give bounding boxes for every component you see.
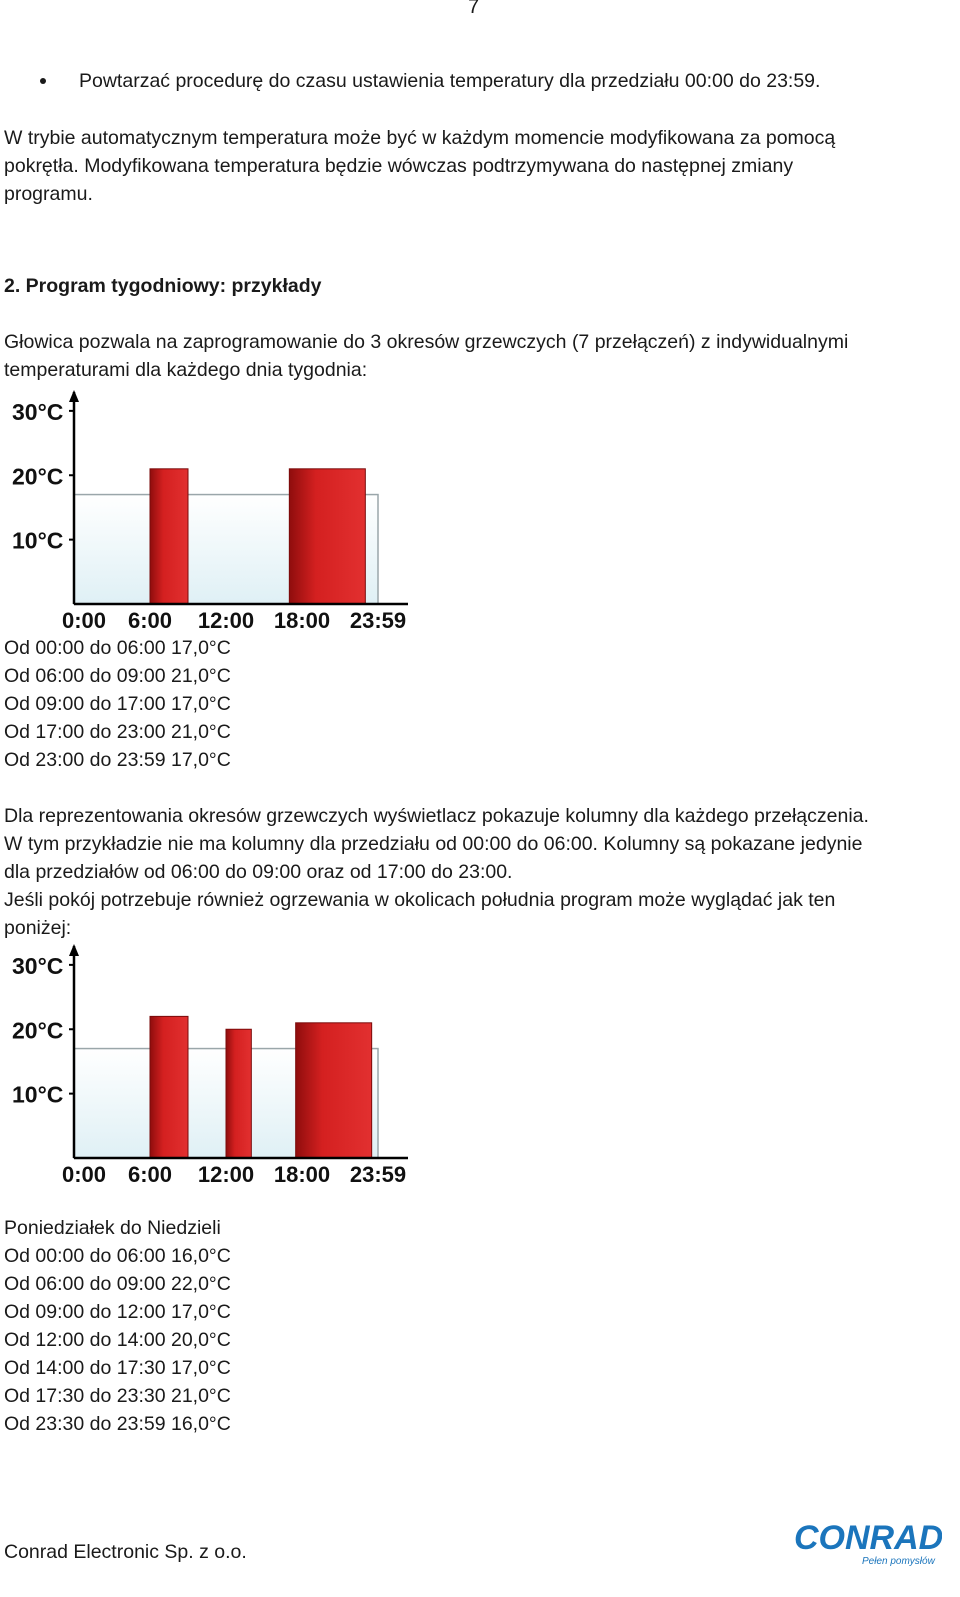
- temperature-chart-1: [0, 388, 420, 638]
- x-tick-label: 18:00: [273, 1162, 331, 1187]
- x-tick-label: 0:00: [61, 1162, 107, 1187]
- page-number: 7: [468, 0, 480, 18]
- temperature-chart-2: [0, 942, 420, 1192]
- temperature-bar: [289, 469, 365, 604]
- paragraph-3: [4, 802, 869, 942]
- schedule-list-1: [4, 634, 231, 774]
- y-tick-label: 20°C: [12, 463, 64, 490]
- para1-line-2: pokrętła. Modyfikowana temperatura będzie wówczas podtrzymywana do następnej zmiany: [4, 155, 794, 177]
- temperature-bar: [226, 1029, 251, 1158]
- schedule-item: Od 00:00 do 06:00 16,0°C: [4, 1245, 231, 1267]
- y-tick-label: 30°C: [12, 398, 64, 425]
- x-tick-label: 23:59: [349, 608, 407, 633]
- y-tick-label: 10°C: [12, 1081, 64, 1108]
- schedule-item: Od 00:00 do 06:00 17,0°C: [4, 637, 231, 659]
- footer-company: Conrad Electronic Sp. z o.o.: [4, 1541, 247, 1563]
- para3-line: Dla reprezentowania okresów grzewczych wyświetlacz pokazuje kolumny dla każdego przełączenia.: [4, 805, 869, 827]
- x-tick-label: 18:00: [273, 608, 331, 633]
- y-axis-arrow-icon: [69, 944, 79, 956]
- logo-tagline: Pełen pomysłów: [862, 1556, 935, 1567]
- x-tick-label: 12:00: [197, 1162, 255, 1187]
- schedule-item: Od 17:00 do 23:00 21,0°C: [4, 721, 231, 743]
- para3-line: dla przedziałów od 06:00 do 09:00 oraz od 17:00 do 23:00.: [4, 861, 513, 883]
- y-tick-label: 20°C: [12, 1017, 64, 1044]
- bullet-icon: [40, 78, 46, 84]
- chart-1-svg: [0, 388, 420, 638]
- para2-line-2: temperaturami dla każdego dnia tygodnia:: [4, 359, 368, 381]
- x-tick-label: 23:59: [349, 1162, 407, 1187]
- temperature-bar: [296, 1023, 372, 1158]
- schedule-item: Od 14:00 do 17:30 17,0°C: [4, 1357, 231, 1379]
- schedule-item: Od 23:30 do 23:59 16,0°C: [4, 1413, 231, 1435]
- y-tick-label: 10°C: [12, 527, 64, 554]
- x-tick-label: 6:00: [127, 1162, 173, 1187]
- section-heading: 2. Program tygodniowy: przykłady: [4, 275, 322, 297]
- schedule-item: Od 17:30 do 23:30 21,0°C: [4, 1385, 231, 1407]
- para1-line-1: W trybie automatycznym temperatura może być w każdym momencie modyfikowana za pomocą: [4, 127, 836, 149]
- logo-wordmark: CONRAD: [794, 1519, 942, 1557]
- para2-line-1: Głowica pozwala na zaprogramowanie do 3 okresów grzewczych (7 przełączeń) z indywidualnymi: [4, 331, 849, 353]
- schedule-item: Od 09:00 do 12:00 17,0°C: [4, 1301, 231, 1323]
- para1-line-3: programu.: [4, 183, 93, 205]
- schedule-item: Od 09:00 do 17:00 17,0°C: [4, 693, 231, 715]
- schedule-title: Poniedziałek do Niedzieli: [4, 1217, 221, 1239]
- para3-line: Jeśli pokój potrzebuje również ogrzewania w okolicach południa program może wyglądać jak ten: [4, 889, 836, 911]
- bullet-text: Powtarzać procedurę do czasu ustawienia temperatury dla przedziału 00:00 do 23:59.: [79, 70, 821, 92]
- y-tick-label: 30°C: [12, 952, 64, 979]
- temperature-bar: [150, 469, 188, 604]
- conrad-logo: [792, 1517, 942, 1567]
- x-tick-label: 6:00: [127, 608, 173, 633]
- temperature-bar: [150, 1016, 188, 1158]
- schedule-item: Od 06:00 do 09:00 21,0°C: [4, 665, 231, 687]
- x-tick-label: 0:00: [61, 608, 107, 633]
- schedule-item: Od 12:00 do 14:00 20,0°C: [4, 1329, 231, 1351]
- schedule-item: Od 23:00 do 23:59 17,0°C: [4, 749, 231, 771]
- para3-line: poniżej:: [4, 917, 72, 939]
- schedule-item: Od 06:00 do 09:00 22,0°C: [4, 1273, 231, 1295]
- para3-line: W tym przykładzie nie ma kolumny dla przedziału od 00:00 do 06:00. Kolumny są pokazane jedynie: [4, 833, 863, 855]
- chart-2-svg: [0, 942, 420, 1192]
- schedule-list-2: [4, 1214, 231, 1438]
- y-axis-arrow-icon: [69, 390, 79, 402]
- x-tick-label: 12:00: [197, 608, 255, 633]
